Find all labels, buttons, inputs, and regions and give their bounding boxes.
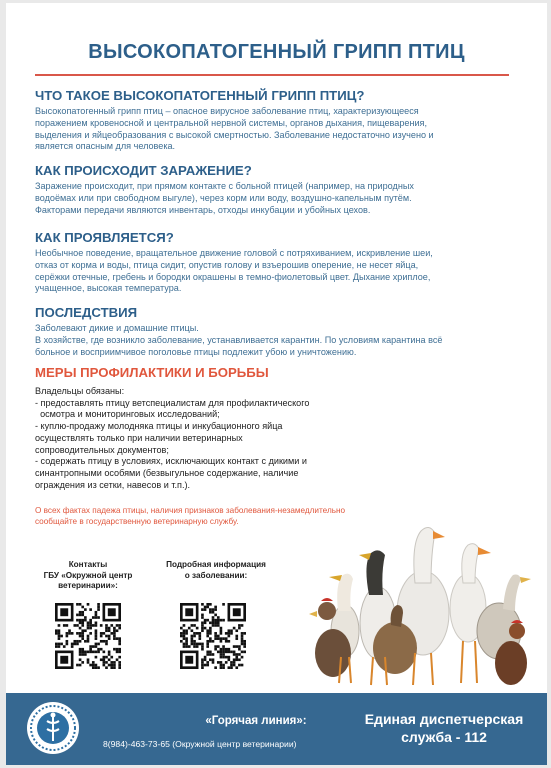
section-text [35,181,515,216]
section-text [35,106,515,153]
hotline-phone[interactable]: 8(984)-463-73-65 (Окружной центр ветеринарии) [103,739,297,749]
prevention-duties [35,386,375,491]
section-heading: ПОСЛЕДСТВИЯ [35,305,138,320]
page-title: ВЫСОКОПАТОГЕННЫЙ ГРИПП ПТИЦ [88,41,465,63]
dispatch-service [344,710,544,746]
text-line: серёжки отечные, гребень и бородки окрашены в темно-фиолетовый цвет. Дыхание хриплое, [35,271,431,282]
section-symptoms [35,230,515,295]
contacts-label [28,560,148,592]
section-heading: ЧТО ТАКОЕ ВЫСОКОПАТОГЕННЫЙ ГРИПП ПТИЦ? [35,88,365,103]
dispatch-line: Единая диспетчерская [364,711,524,727]
text-line: является опасным для человека. [35,141,176,152]
text-line: Высокопатогенный грипп птиц – опасное вирусное заболевание птиц, характеризующееся [35,106,419,116]
duty-line: осуществлять только при наличии ветеринарных [35,432,243,443]
section-heading: МЕРЫ ПРОФИЛАКТИКИ И БОРЬБЫ [35,365,269,380]
label-line: ГБУ «Окружной центр [43,570,133,580]
duty-line: сопроводительных документов; [35,444,169,455]
section-text [35,323,515,358]
duty-line: синантропными особями (безвыгульное содержание, наличие [35,467,299,478]
section-consequences [35,305,515,358]
text-line: отказ от корма и воды, птица сидит, опустив голову и взъерошив оперение, не несет яйца, [35,259,419,270]
hotline-title: «Горячая линия»: [205,715,307,727]
notice-line: О всех фактах падежа птицы, наличия признаков заболевания-незамедлительно [35,506,346,515]
duty-line: - предоставлять птицу ветспециалистам для профилактического [35,397,310,408]
flyer-page [6,3,547,765]
text-line: больное и восприимчивое поголовье птицы подлежит убою и уничтожению. [35,346,357,357]
text-line: учащенное, высокая температура. [35,283,182,294]
section-what-is [35,88,515,153]
text-line: В хозяйстве, где возникло заболевание, устанавливается карантин. По условиям карантина всё [35,334,443,345]
duty-line: Владельцы обязаны: [35,386,125,396]
section-infection [35,163,515,216]
section-prevention [35,365,515,381]
text-line: поражением кровеносной и центральной нервной системы, органов дыхания, пищеварения, [35,117,428,128]
label-line: о заболевании: [184,570,248,580]
text-line: выделения и яйцеобразования с высокой смертностью. Заболевание недостаточно изучено и [35,129,434,140]
duty-line: ограждения из сетки, навесов и т.п.). [35,479,191,490]
section-heading: КАК ПРОИСХОДИТ ЗАРАЖЕНИЕ? [35,163,252,178]
dispatch-line: служба - 112 [401,729,487,745]
label-line: ветеринарии»: [58,581,118,590]
section-heading: КАК ПРОЯВЛЯЕТСЯ? [35,230,174,245]
label-line: Подробная информация [166,560,266,569]
contacts-qr-code[interactable] [55,603,121,669]
info-qr-code[interactable] [180,603,246,669]
footer-bar [6,693,547,765]
label-line: Контакты [68,560,108,569]
text-line: Необычное поведение, вращательное движение головой с потряхиванием, искривление шеи, [35,248,433,258]
info-label [156,560,276,581]
text-line: водоёмах или при свободном выгуле), через корм или воду, воздушно-капельным путём. [35,192,412,203]
duty-line: - содержать птицу в условиях, исключающих контакт с дикими и [35,456,307,467]
text-line: Заражение происходит, при прямом контакте с больной птицей (например, на природных [35,181,414,191]
duty-line: осмотра и мониторинговых исследований; [35,409,220,420]
vet-center-emblem-icon [26,701,80,755]
notice-line: сообщайте в государственную ветеринарную службу. [35,517,239,526]
text-line: Заболевают дикие и домашние птицы. [35,323,199,333]
duty-line: - куплю-продажу молодняка птицы и инкубационного яйца [35,421,283,432]
text-line: Факторами передачи являются инвентарь, отходы инкубации и убойных цехов. [35,204,371,215]
poultry-illustration [303,513,533,693]
section-text [35,248,515,295]
title-divider [35,74,509,76]
